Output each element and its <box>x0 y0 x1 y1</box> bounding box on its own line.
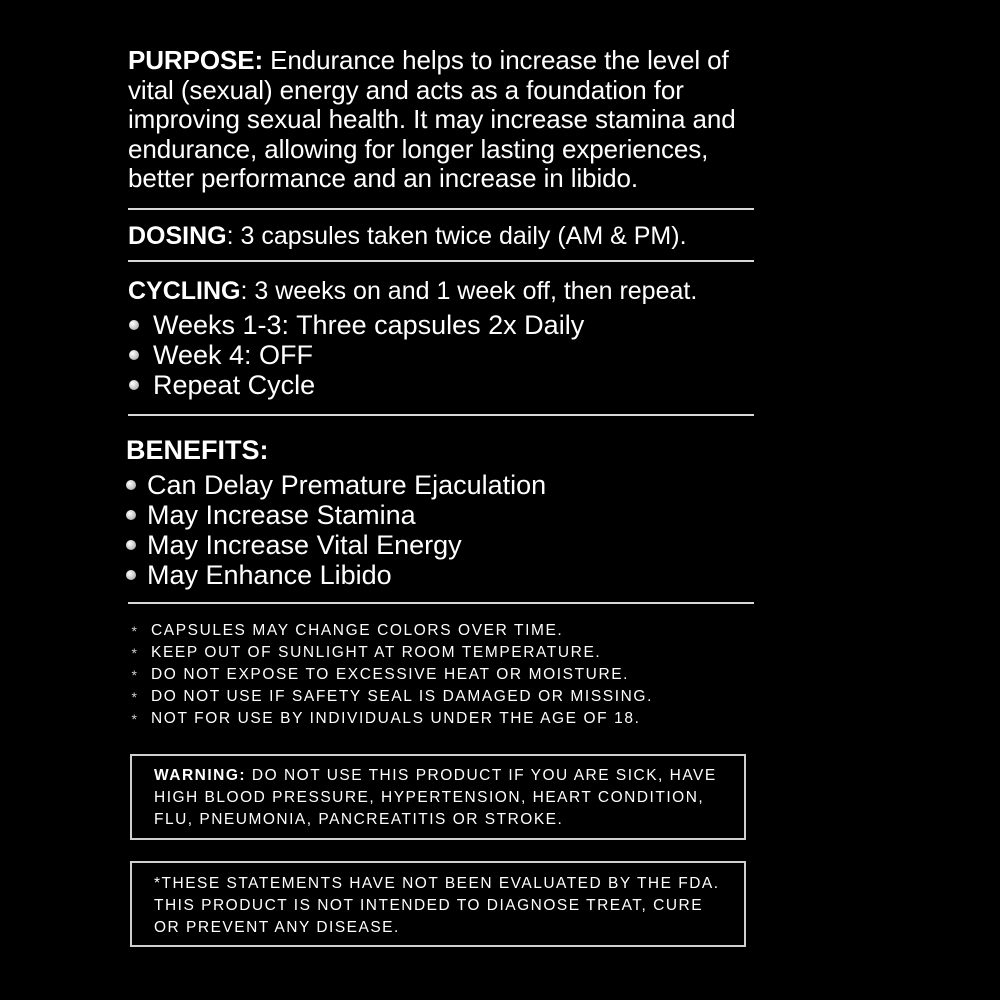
divider <box>128 260 754 262</box>
benefits-list <box>128 470 756 590</box>
cycling-item: Week 4: OFF <box>153 339 314 370</box>
bullet-icon <box>129 350 139 360</box>
note-text: NOT FOR USE BY INDIVIDUALS UNDER THE AGE OF 18. <box>151 709 641 727</box>
benefit-item: May Increase Vital Energy <box>147 529 462 560</box>
asterisk-icon: * <box>131 666 139 683</box>
cycling-item: Repeat Cycle <box>153 369 316 400</box>
purpose-paragraph <box>128 46 756 194</box>
list-item <box>126 560 756 590</box>
note-text: DO NOT USE IF SAFETY SEAL IS DAMAGED OR MISSING. <box>151 687 653 705</box>
list-item <box>128 620 756 642</box>
benefits-title: BENEFITS: <box>126 434 269 465</box>
cycling-item: Weeks 1-3: Three capsules 2x Daily <box>153 309 585 340</box>
note-text: DO NOT EXPOSE TO EXCESSIVE HEAT OR MOISTURE. <box>151 665 630 683</box>
list-item <box>128 708 756 730</box>
list-item <box>128 686 756 708</box>
list-item <box>126 500 756 530</box>
bullet-icon <box>129 380 139 390</box>
list-item <box>128 664 756 686</box>
asterisk-icon: * <box>131 622 139 639</box>
warning-label: WARNING: <box>154 767 247 784</box>
divider <box>128 602 754 604</box>
cycling-text: : 3 weeks on and 1 week off, then repeat. <box>240 276 698 305</box>
asterisk-icon: * <box>131 710 139 727</box>
list-item <box>128 310 756 340</box>
benefit-item: May Increase Stamina <box>147 499 416 530</box>
dosing-label: DOSING <box>128 221 227 250</box>
warning-text: DO NOT USE THIS PRODUCT IF YOU ARE SICK, HAVE HIGH BLOOD PRESSURE, HYPERTENSION, HEART CONDITION, FLU, PNEUMONIA, PANCREATITIS OR STROKE. <box>154 767 717 828</box>
warning-box <box>130 754 746 840</box>
dosing-text: : 3 capsules taken twice daily (AM & PM). <box>226 221 687 250</box>
asterisk-icon: * <box>131 644 139 661</box>
asterisk-icon: * <box>131 688 139 705</box>
fda-disclaimer-box <box>130 861 746 947</box>
note-text: KEEP OUT OF SUNLIGHT AT ROOM TEMPERATURE. <box>151 643 602 661</box>
dosing-line <box>128 221 756 251</box>
purpose-text: Endurance helps to increase the level of vital (sexual) energy and acts as a foundation for improving sexual health. It may increase stamina and endurance, allowing for longer lasting experiences, better performance and an increase in libido. <box>128 45 736 193</box>
bullet-icon <box>129 320 139 330</box>
benefit-item: Can Delay Premature Ejaculation <box>147 469 547 500</box>
bullet-icon <box>126 480 136 490</box>
list-item <box>126 530 756 560</box>
divider <box>128 414 754 416</box>
divider <box>128 208 754 210</box>
bullet-icon <box>126 540 136 550</box>
benefit-item: May Enhance Libido <box>147 559 392 590</box>
note-text: CAPSULES MAY CHANGE COLORS OVER TIME. <box>151 621 564 639</box>
bullet-icon <box>126 570 136 580</box>
label-panel <box>128 46 756 730</box>
list-item <box>126 470 756 500</box>
list-item <box>128 642 756 664</box>
cycling-line <box>128 276 756 306</box>
purpose-label: PURPOSE: <box>128 45 264 75</box>
notes-list <box>128 620 756 730</box>
cycling-list <box>128 310 756 400</box>
bullet-icon <box>126 510 136 520</box>
cycling-label: CYCLING <box>128 276 241 305</box>
list-item <box>128 340 756 370</box>
fda-text: *THESE STATEMENTS HAVE NOT BEEN EVALUATED BY THE FDA. THIS PRODUCT IS NOT INTENDED TO DIAGNOSE TREAT, CURE OR PREVENT ANY DISEASE. <box>154 875 720 936</box>
list-item <box>128 370 756 400</box>
